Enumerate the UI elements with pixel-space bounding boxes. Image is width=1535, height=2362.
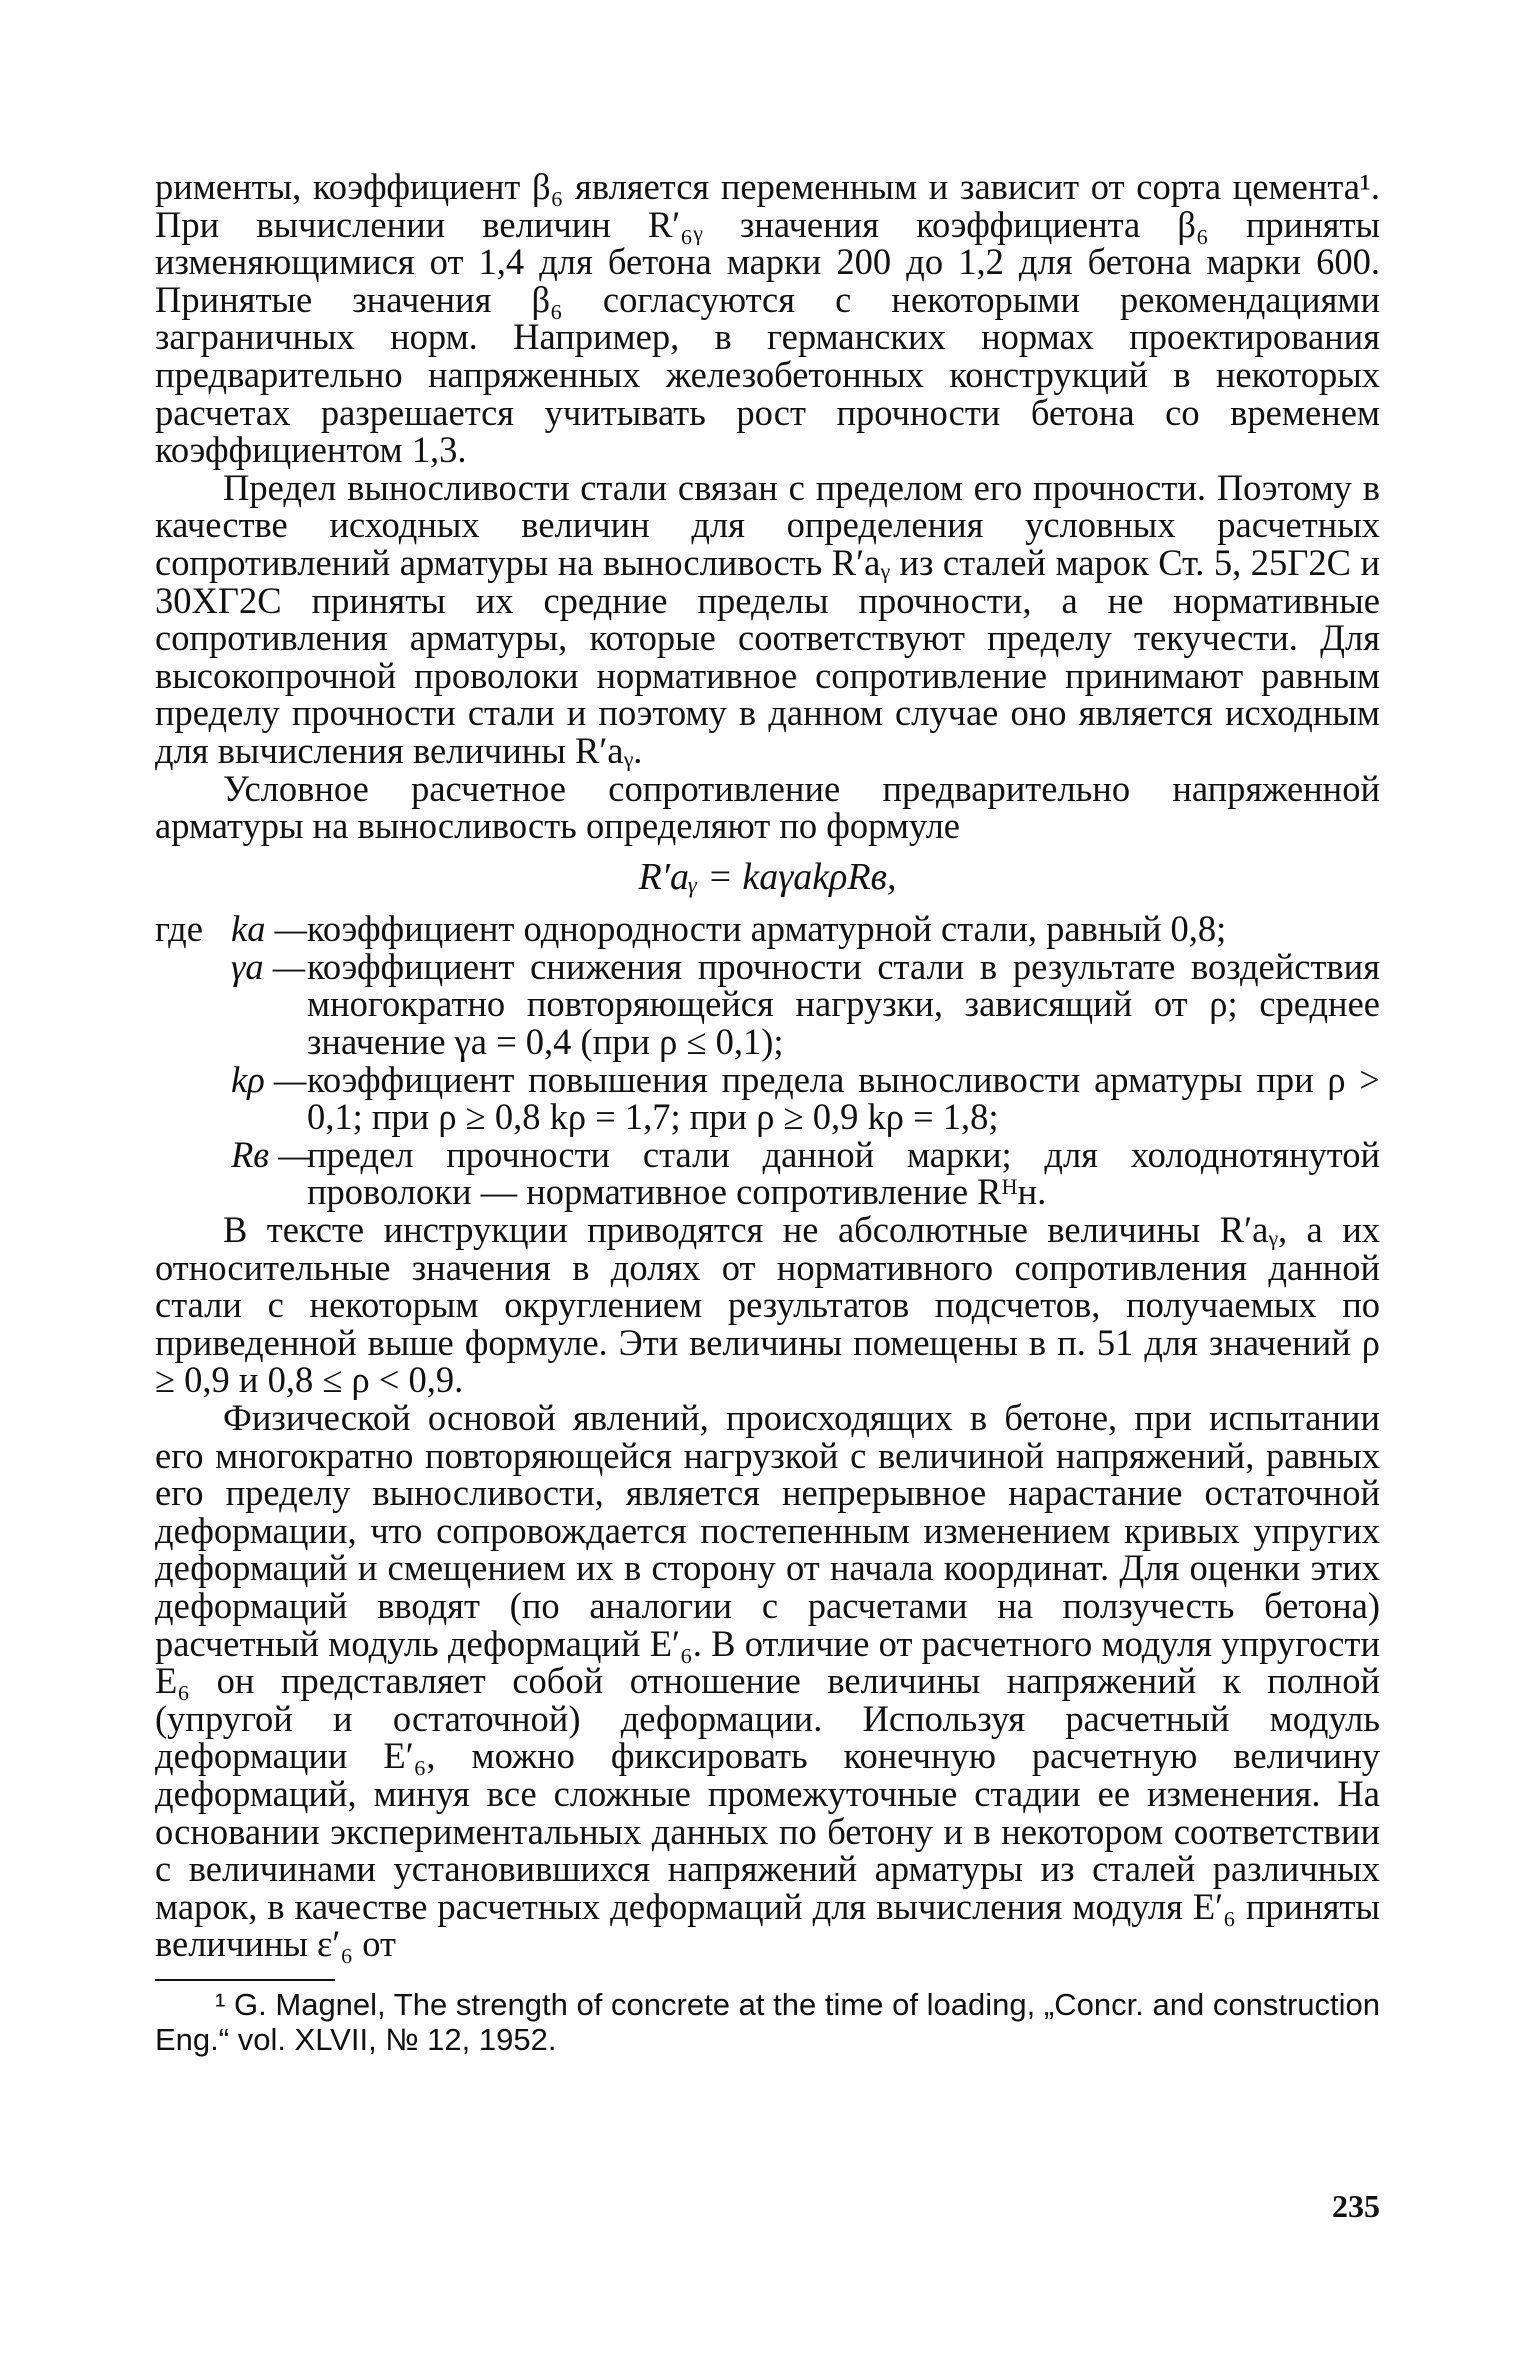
- definition-text: коэффициент повышения предела выносливости арматуры при ρ > 0,1; при ρ ≥ 0,8 kρ = 1,7; при ρ ≥ 0,9 kρ = 1,8;: [307, 1058, 1380, 1138]
- definition-row: [155, 1058, 1380, 1138]
- definition-text: коэффициент снижения прочности стали в результате воздействия многократно повторяющейся нагрузки, зависящий от ρ; среднее значение γа = 0,4 (при ρ ≤ 0,1);: [307, 945, 1380, 1063]
- paragraph-4: В тексте инструкции приводятся не абсолютные величины R′аᵧ, а их относительные значения в долях от нормативного сопротивления данной стали с некоторым округлением результатов подсчетов, получаемых по приведенной выше формуле. Эти величины помещены в п. 51 для значений ρ ≥ 0,9 и 0,8 ≤ ρ < 0,9.: [155, 1209, 1380, 1401]
- formula: R′аᵧ = kаγаkρRв,: [638, 855, 897, 898]
- definition-lead: где: [155, 908, 203, 950]
- definition-row: [155, 910, 1380, 948]
- definition-symbol: Rв —: [231, 1133, 311, 1175]
- definition-row: [155, 945, 1380, 1063]
- paragraph-1: рименты, коэффициент β₆ является переменным и зависит от сорта цемента¹. При вычислении величин R′₆ᵧ значения коэффициента β₆ приняты изменяющимися от 1,4 для бетона марки 200 до 1,2 для бетона марки 600. Принятые значения β₆ согласуются с некоторыми рекомендациями заграничных норм. Например, в германских нормах проектирования предварительно напряженных железобетонных конструкций в некоторых расчетах разрешается учитывать рост прочности бетона со временем коэффициентом 1,3.: [155, 166, 1380, 471]
- definition-text: коэффициент однородности арматурной стали, равный 0,8;: [307, 908, 1227, 950]
- definition-symbol: kа —: [231, 908, 308, 950]
- page-number: 235: [1332, 2188, 1380, 2224]
- main-text: [155, 168, 1380, 1963]
- definition-symbol: γа —: [231, 945, 306, 987]
- paragraph-3: Условное расчетное сопротивление предварительно напряженной арматуры на выносливость определяют по формуле: [155, 767, 1380, 847]
- footnote-divider: [155, 1979, 335, 1981]
- footnote: ¹ G. Magnel, The strength of concrete at the time of loading, „Concr. and construction Eng.“ vol. XLVII, № 12, 1952.: [155, 1986, 1380, 2057]
- paragraph-5: Физической основой явлений, происходящих в бетоне, при испытании его многократно повторяющейся нагрузкой с величиной напряжений, равных его пределу выносливости, является непрерывное нарастание остаточной деформации, что сопровождается постепенным изменением кривых упругих деформаций и смещением их в сторону от начала координат. Для оценки этих деформаций вводят (по аналогии с расчетами на ползучесть бетона) расчетный модуль деформаций E′₆. В отличие от расчетного модуля упругости E₆ он представляет собой отношение величины напряжений к полной (упругой и остаточной) деформации. Используя расчетный модуль деформации E′₆, можно фиксировать конечную расчетную величину деформаций, минуя все сложные промежуточные стадии ее изменения. На основании экспериментальных данных по бетону и в некотором соответствии с величинами установившихся напряжений арматуры из сталей различных марок, в качестве расчетных деформаций для вычисления модуля E′₆ приняты величины ε′₆ от: [155, 1397, 1380, 1965]
- definition-symbol: kρ —: [231, 1058, 307, 1100]
- paragraph-2: Предел выносливости стали связан с пределом его прочности. Поэтому в качестве исходных величин для определения условных расчетных сопротивлений арматуры на выносливость R′аᵧ из сталей марок Ст. 5, 25Г2С и 30ХГ2С приняты их средние пределы прочности, а не нормативные сопротивления арматуры, которые соответствуют пределу текучести. Для высокопрочной проволоки нормативное сопротивление принимают равным пределу прочности стали и поэтому в данном случае оно является исходным для вычисления величины R′аᵧ.: [155, 466, 1380, 771]
- definitions-list: [155, 910, 1380, 1211]
- definition-row: [155, 1133, 1380, 1213]
- definition-text: предел прочности стали данной марки; для холоднотянутой проволоки — нормативное сопротивление Rᴴн.: [307, 1133, 1380, 1213]
